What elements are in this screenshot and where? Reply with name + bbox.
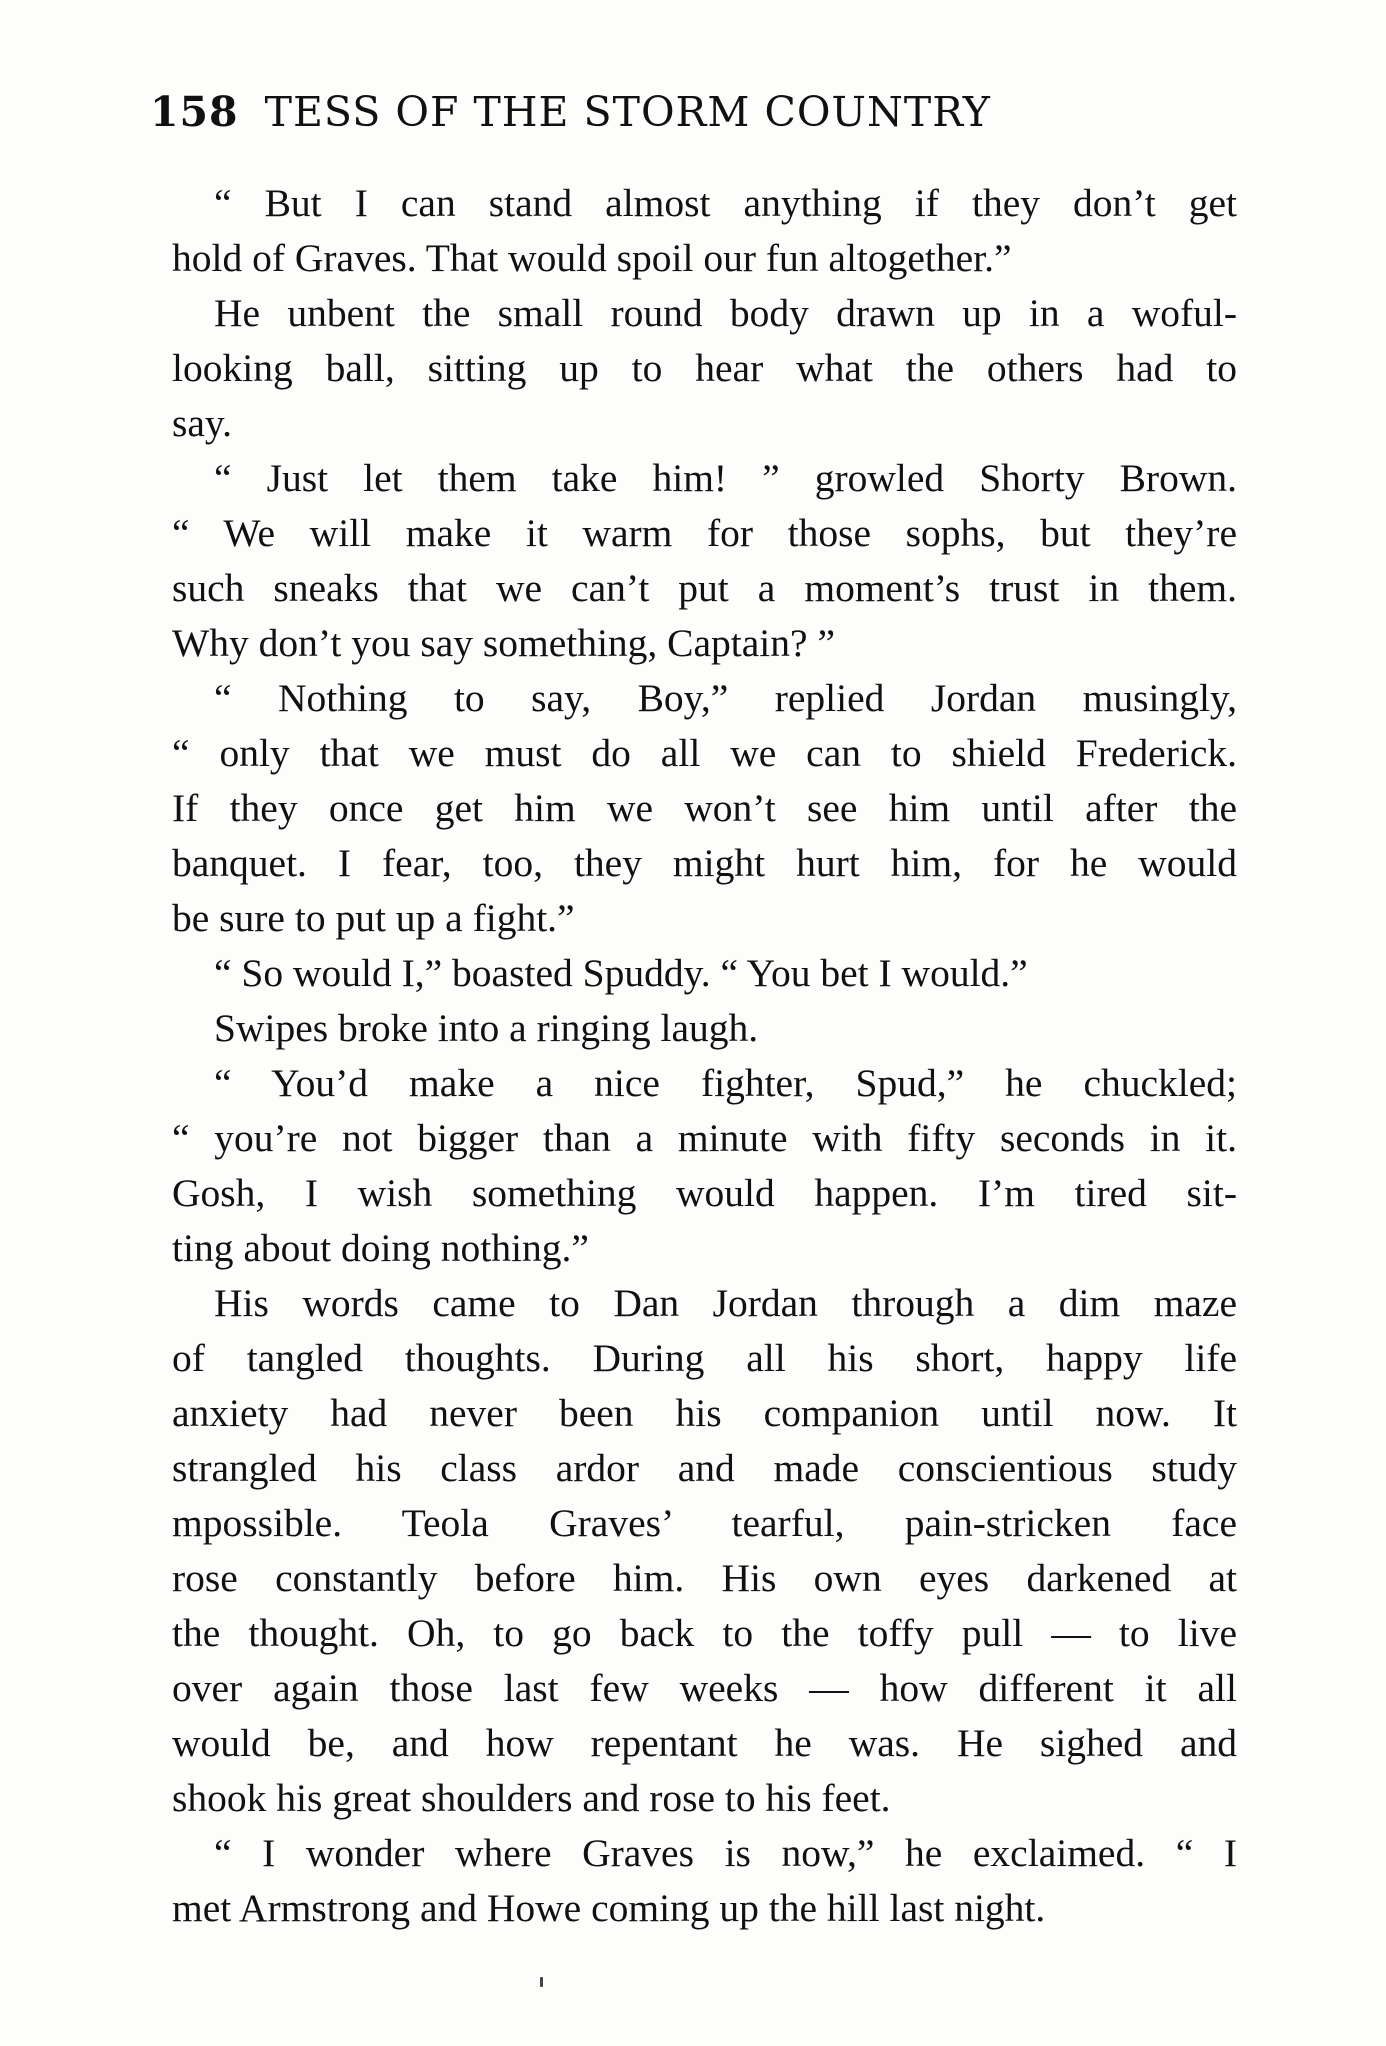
text-line: If they once get him we won’t see him until after the xyxy=(172,786,1237,830)
paragraph xyxy=(172,176,1237,286)
print-speck xyxy=(540,1977,543,1987)
text-line: “ You’d make a nice fighter, Spud,” he chuckled; xyxy=(214,1061,1237,1105)
paragraph xyxy=(172,1276,1237,1826)
text-line: “ Just let them take him! ” growled Shorty Brown. xyxy=(214,456,1237,500)
text-line: looking ball, sitting up to hear what the others had to xyxy=(172,346,1237,390)
text-line: hold of Graves. That would spoil our fun altogether.” xyxy=(172,236,1012,280)
paragraph xyxy=(172,1826,1237,1936)
paragraph xyxy=(172,1056,1237,1276)
text-line: Why don’t you say something, Captain? ” xyxy=(172,621,835,665)
text-line: “ But I can stand almost anything if they don’t get xyxy=(214,181,1237,225)
text-line: “ you’re not bigger than a minute with fifty seconds in it. xyxy=(172,1116,1237,1160)
page-body-text xyxy=(172,176,1237,1936)
text-line: His words came to Dan Jordan through a dim maze xyxy=(214,1281,1237,1325)
text-line: mpossible. Teola Graves’ tearful, pain-stricken face xyxy=(172,1501,1237,1545)
paragraph xyxy=(172,946,1237,1001)
text-line: “ We will make it warm for those sophs, but they’re xyxy=(172,511,1237,555)
text-line: the thought. Oh, to go back to the toffy pull — to live xyxy=(172,1611,1237,1655)
text-line: say. xyxy=(172,401,232,445)
text-line: rose constantly before him. His own eyes darkened at xyxy=(172,1556,1237,1600)
paragraph xyxy=(172,451,1237,671)
text-line: He unbent the small round body drawn up in a woful- xyxy=(214,291,1237,335)
text-line: such sneaks that we can’t put a moment’s trust in them. xyxy=(172,566,1237,610)
text-line: ting about doing nothing.” xyxy=(172,1226,589,1270)
text-line: Swipes broke into a ringing laugh. xyxy=(214,1006,759,1050)
text-line: “ Nothing to say, Boy,” replied Jordan musingly, xyxy=(214,676,1237,720)
book-title: TESS OF THE STORM COUNTRY xyxy=(264,88,991,136)
text-line: met Armstrong and Howe coming up the hill last night. xyxy=(172,1886,1046,1930)
paragraph xyxy=(172,286,1237,451)
page-number: 158 xyxy=(150,88,239,136)
text-line: “ So would I,” boasted Spuddy. “ You bet I would.” xyxy=(214,951,1028,995)
running-head xyxy=(150,88,1250,136)
text-line: strangled his class ardor and made conscientious study xyxy=(172,1446,1237,1490)
text-line: banquet. I fear, too, they might hurt him, for he would xyxy=(172,841,1237,885)
paragraph xyxy=(172,671,1237,946)
text-line: would be, and how repentant he was. He sighed and xyxy=(172,1721,1237,1765)
text-line: “ only that we must do all we can to shield Frederick. xyxy=(172,731,1237,775)
text-line: Gosh, I wish something would happen. I’m tired sit- xyxy=(172,1171,1237,1215)
text-line: shook his great shoulders and rose to his feet. xyxy=(172,1776,891,1820)
text-line: “ I wonder where Graves is now,” he exclaimed. “ I xyxy=(214,1831,1237,1875)
text-line: of tangled thoughts. During all his short, happy life xyxy=(172,1336,1237,1380)
text-line: over again those last few weeks — how different it all xyxy=(172,1666,1237,1710)
text-line: be sure to put up a fight.” xyxy=(172,896,575,940)
paragraph xyxy=(172,1001,1237,1056)
text-line: anxiety had never been his companion until now. It xyxy=(172,1391,1237,1435)
